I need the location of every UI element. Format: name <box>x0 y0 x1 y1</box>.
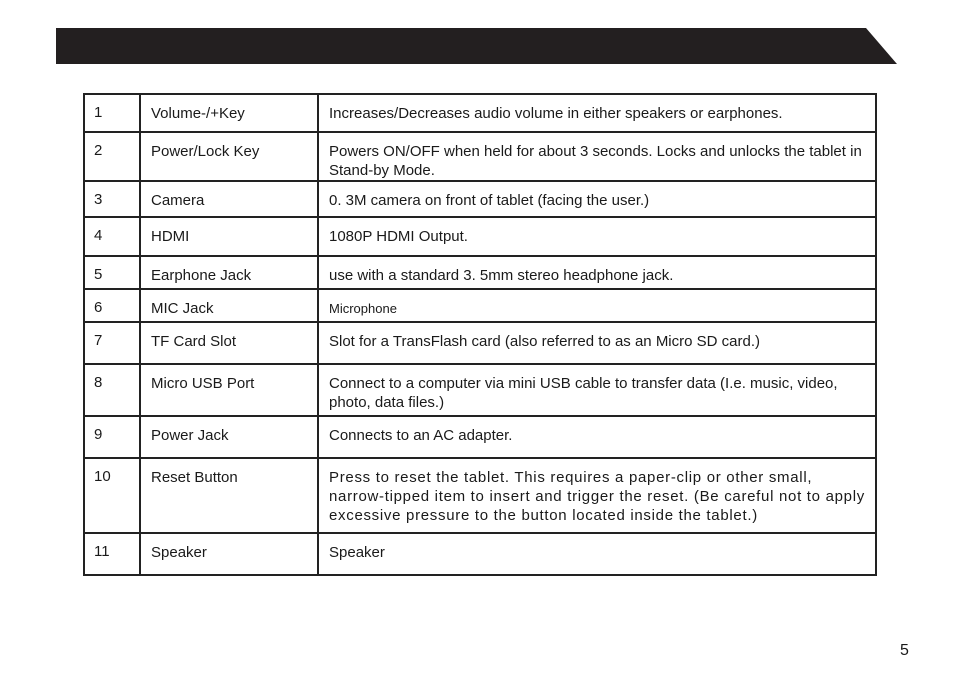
component-name: Power/Lock Key <box>140 132 318 181</box>
table-row <box>84 289 876 322</box>
component-description: 0. 3M camera on front of tablet (facing the user.) <box>318 181 876 217</box>
row-number: 7 <box>84 322 140 364</box>
component-description: Connects to an AC adapter. <box>318 416 876 458</box>
row-number: 2 <box>84 132 140 181</box>
table-row <box>84 458 876 533</box>
key-function-table <box>83 93 877 576</box>
table-row <box>84 533 876 575</box>
component-name: Micro USB Port <box>140 364 318 416</box>
component-description: Connect to a computer via mini USB cable to transfer data (I.e. music, video, photo, data files.) <box>318 364 876 416</box>
component-name: Speaker <box>140 533 318 575</box>
component-description: 1080P HDMI Output. <box>318 217 876 256</box>
table-row <box>84 132 876 181</box>
row-number: 1 <box>84 94 140 132</box>
table-row <box>84 322 876 364</box>
component-name: MIC Jack <box>140 289 318 322</box>
component-name: Camera <box>140 181 318 217</box>
component-name: Reset Button <box>140 458 318 533</box>
component-description: Increases/Decreases audio volume in either speakers or earphones. <box>318 94 876 132</box>
component-name: Earphone Jack <box>140 256 318 289</box>
table-row <box>84 416 876 458</box>
component-description: Press to reset the tablet. This requires a paper-clip or other small, narrow-tipped item to insert and trigger the reset. (Be careful not to apply excessive pressure to the button located inside the tablet.) <box>318 458 876 533</box>
row-number: 3 <box>84 181 140 217</box>
table-row <box>84 256 876 289</box>
row-number: 11 <box>84 533 140 575</box>
component-name: TF Card Slot <box>140 322 318 364</box>
row-number: 4 <box>84 217 140 256</box>
component-description: Microphone <box>318 289 876 322</box>
row-number: 6 <box>84 289 140 322</box>
component-description: Speaker <box>318 533 876 575</box>
header-banner <box>0 0 954 80</box>
component-description: Slot for a TransFlash card (also referred to as an Micro SD card.) <box>318 322 876 364</box>
table-row <box>84 217 876 256</box>
table-row <box>84 94 876 132</box>
row-number: 8 <box>84 364 140 416</box>
row-number: 5 <box>84 256 140 289</box>
page-number: 5 <box>900 642 909 659</box>
component-name: Power Jack <box>140 416 318 458</box>
component-name: HDMI <box>140 217 318 256</box>
table-row <box>84 181 876 217</box>
row-number: 9 <box>84 416 140 458</box>
component-description: use with a standard 3. 5mm stereo headphone jack. <box>318 256 876 289</box>
component-name: Volume-/+Key <box>140 94 318 132</box>
row-number: 10 <box>84 458 140 533</box>
table-row <box>84 364 876 416</box>
component-description: Powers ON/OFF when held for about 3 seconds. Locks and unlocks the tablet in Stand-by Mode. <box>318 132 876 181</box>
